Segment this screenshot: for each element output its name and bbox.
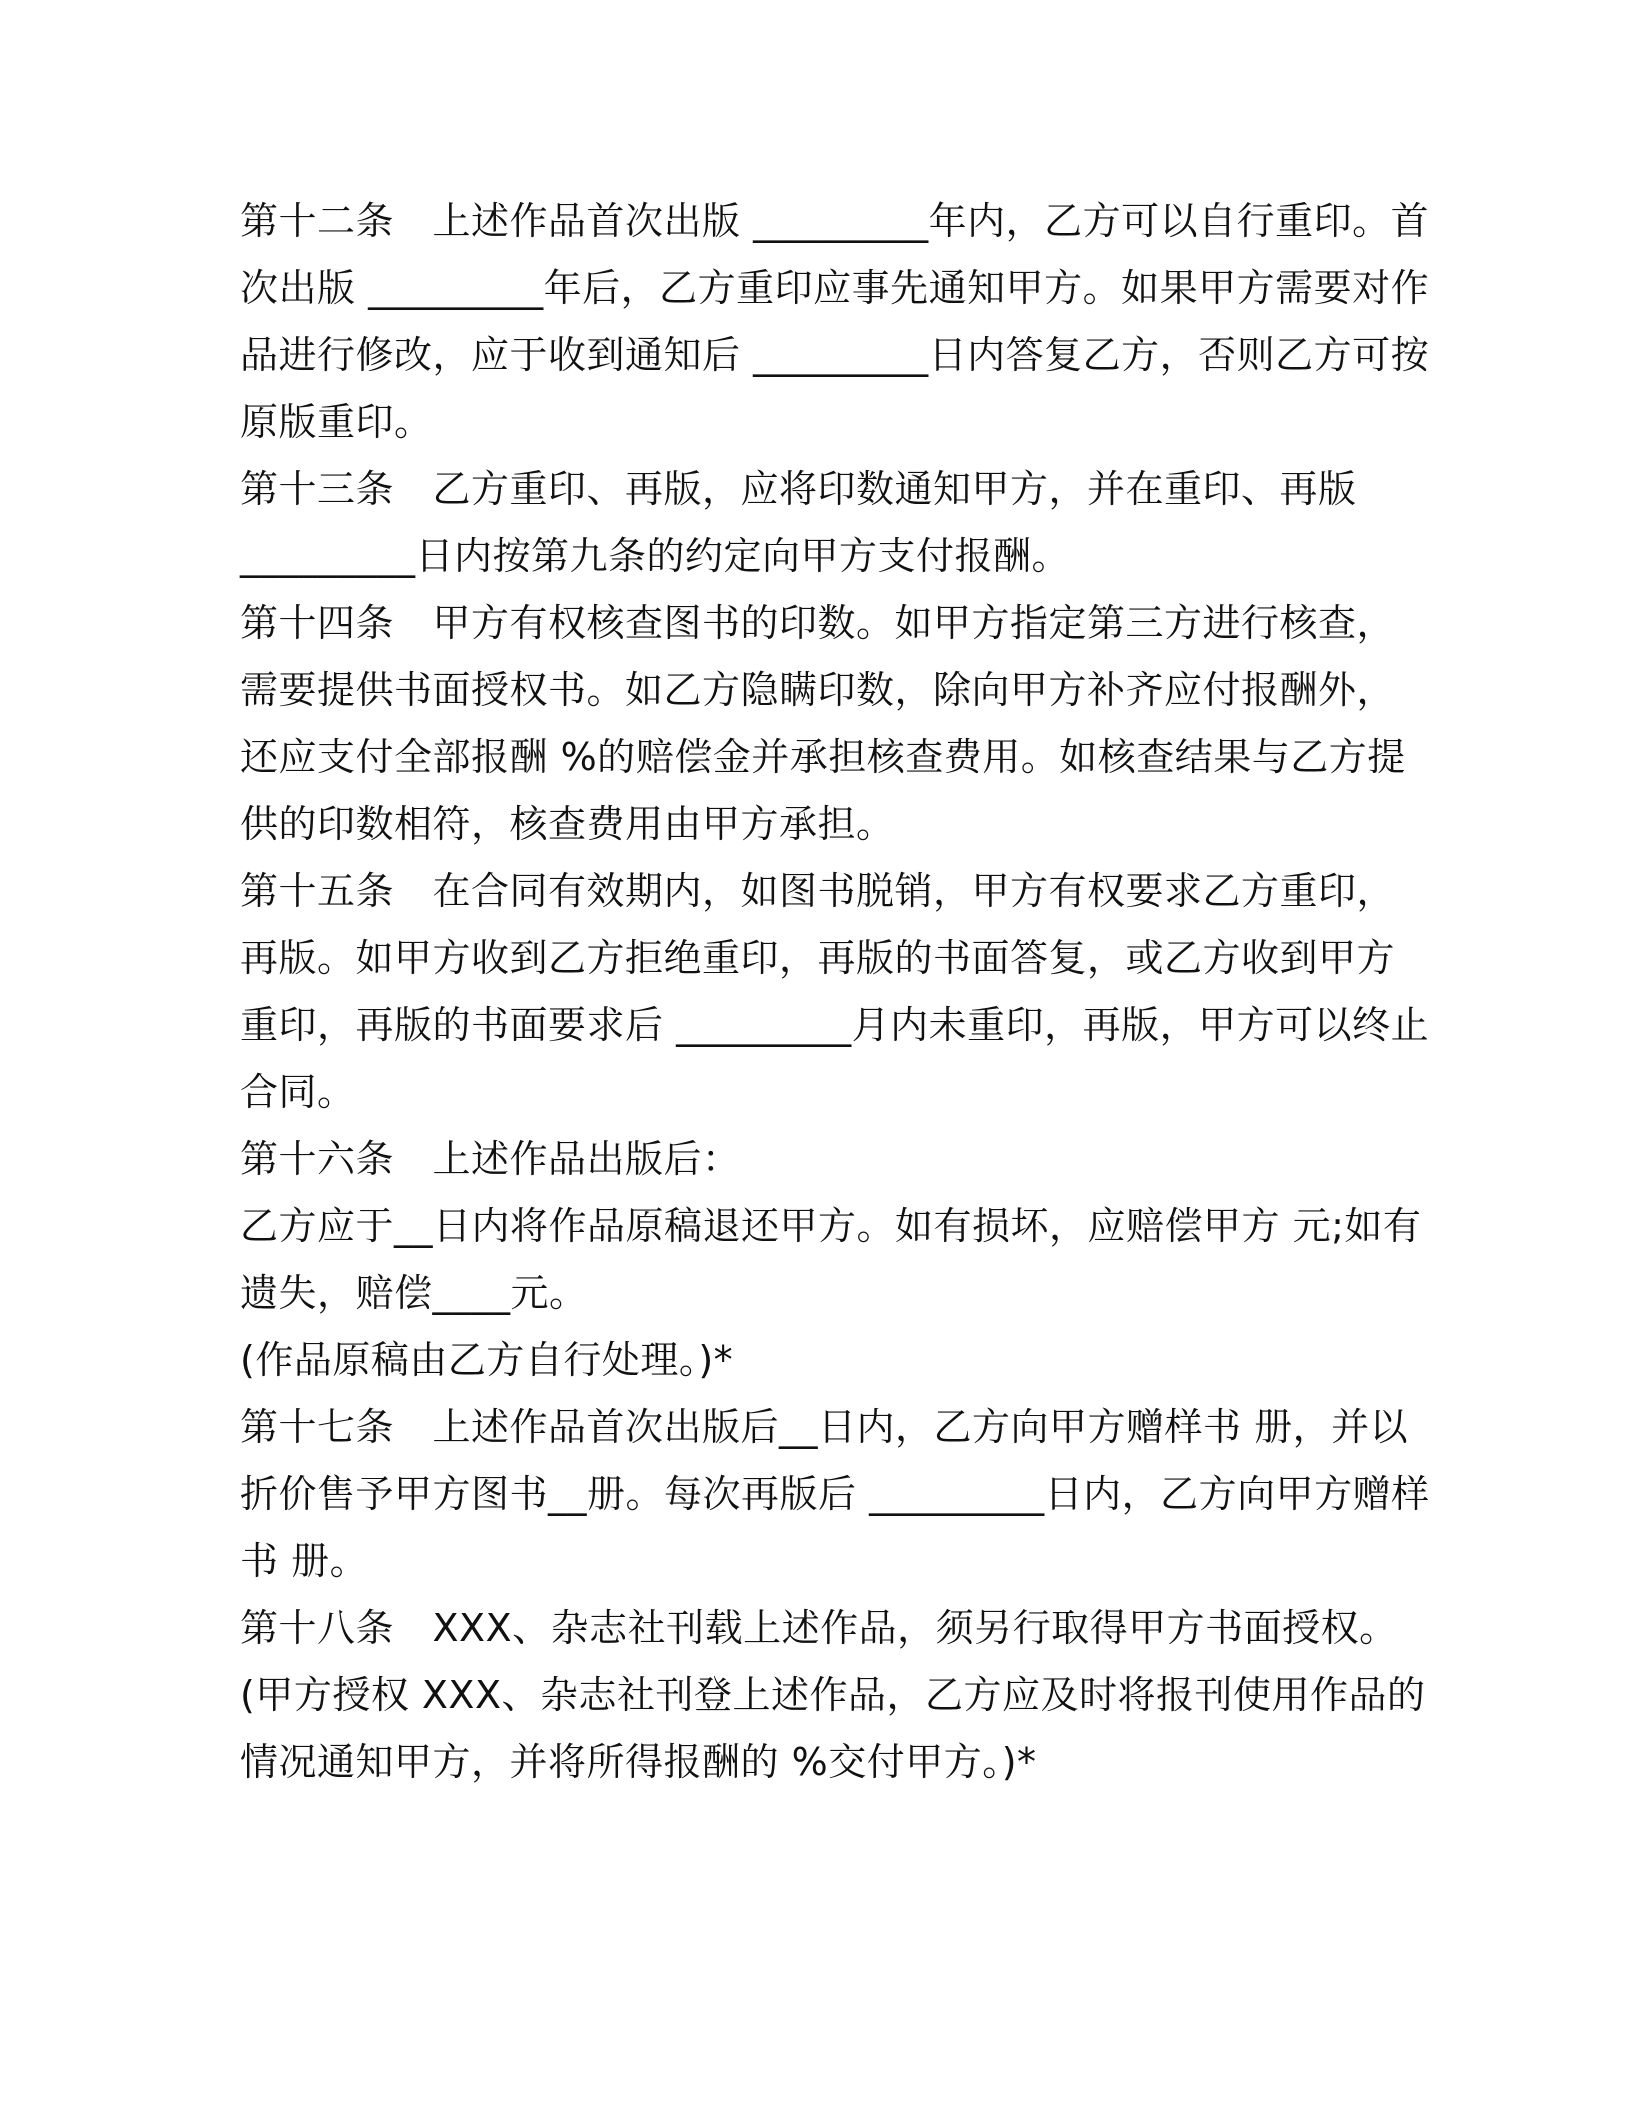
document-body	[240, 188, 1430, 1796]
text-line: _________日内按第九条的约定向甲方支付报酬。	[240, 534, 1071, 578]
text-line: 第十七条 上述作品首次出版后__日内，乙方向甲方赠样书 册，并以	[240, 1405, 1409, 1449]
text-line: 遗失，赔偿____元。	[240, 1271, 588, 1315]
text-line: 第十六条 上述作品出版后：	[240, 1137, 741, 1181]
text-line: 品进行修改，应于收到通知后 _________日内答复乙方，否则乙方可按	[240, 333, 1430, 377]
text-line: 还应支付全部报酬 %的赔偿金并承担核查费用。如核查结果与乙方提	[240, 735, 1406, 779]
text-line: 需要提供书面授权书。如乙方隐瞒印数，除向甲方补齐应付报酬外，	[240, 668, 1396, 712]
text-line: 供的印数相符，核查费用由甲方承担。	[240, 802, 895, 846]
text-line: 合同。	[240, 1070, 356, 1114]
text-line: 再版。如甲方收到乙方拒绝重印，再版的书面答复，或乙方收到甲方	[240, 936, 1396, 980]
text-line: 书 册。	[240, 1539, 369, 1583]
text-line: 第十八条 XXX、杂志社刊载上述作品，须另行取得甲方书面授权。	[240, 1606, 1398, 1650]
text-line: 第十三条 乙方重印、再版，应将印数通知甲方，并在重印、再版	[240, 467, 1357, 511]
text-line: (作品原稿由乙方自行处理。)*	[240, 1338, 734, 1382]
text-line: 第十二条 上述作品首次出版 _________年内，乙方可以自行重印。首	[240, 199, 1430, 243]
text-line: 重印，再版的书面要求后 _________月内未重印，再版，甲方可以终止	[240, 1003, 1430, 1047]
text-line: 折价售予甲方图书__册。每次再版后 _________日内，乙方向甲方赠样	[240, 1472, 1430, 1516]
text-line: (甲方授权 XXX、杂志社刊登上述作品，乙方应及时将报刊使用作品的	[240, 1673, 1426, 1717]
text-line: 第十四条 甲方有权核查图书的印数。如甲方指定第三方进行核查，	[240, 601, 1396, 645]
text-line: 次出版 _________年后，乙方重印应事先通知甲方。如果甲方需要对作	[240, 266, 1430, 310]
text-line: 原版重印。	[240, 400, 433, 444]
text-line: 情况通知甲方，并将所得报酬的 %交付甲方。)*	[240, 1740, 1037, 1784]
text-line: 第十五条 在合同有效期内，如图书脱销，甲方有权要求乙方重印，	[240, 869, 1396, 913]
text-line: 乙方应于__日内将作品原稿退还甲方。如有损坏，应赔偿甲方 元;如有	[240, 1204, 1422, 1248]
